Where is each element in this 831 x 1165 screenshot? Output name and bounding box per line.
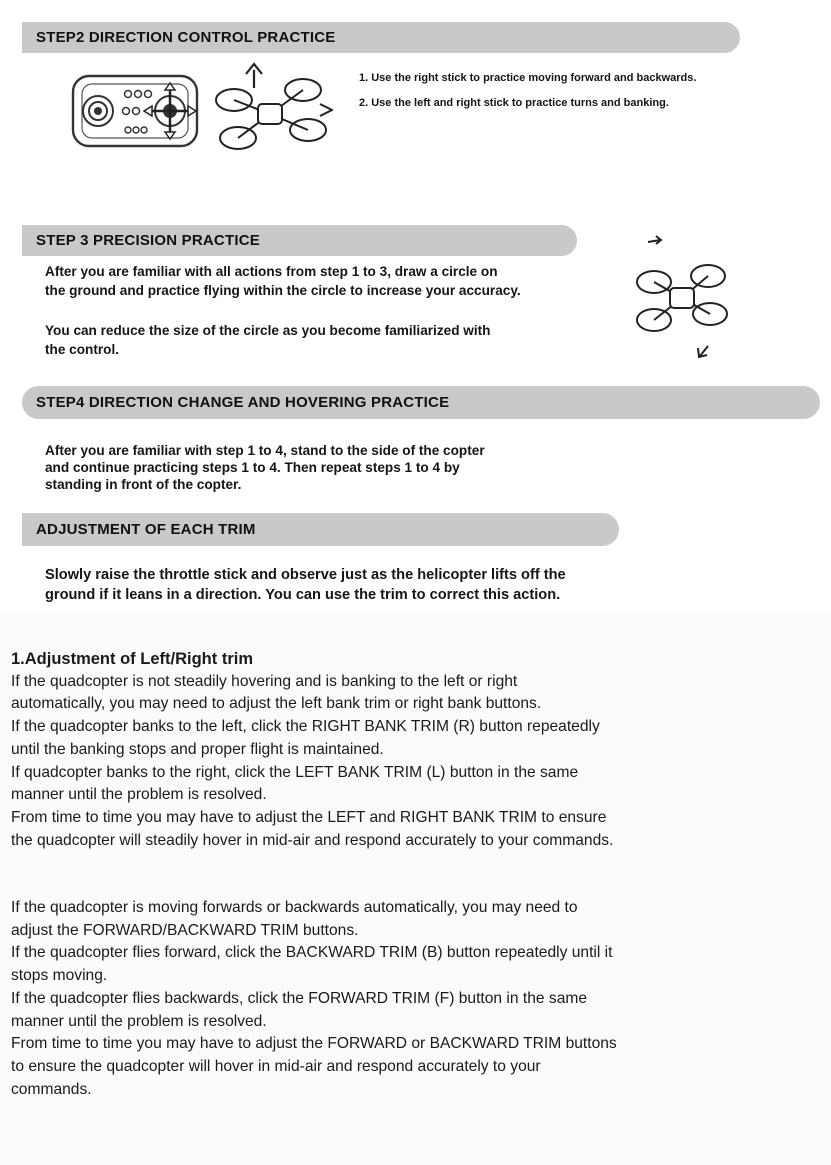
step4-paragraph <box>45 442 645 493</box>
transmitter-illustration <box>70 72 200 150</box>
trim-title: ADJUSTMENT OF EACH TRIM <box>36 521 256 538</box>
trim-header <box>22 513 619 546</box>
text-line: If the quadcopter is not steadily hovering and is banking to the left or right <box>11 672 518 690</box>
text-line: You can reduce the size of the circle as you become familiarized with <box>45 323 491 338</box>
step2-item-2: 2. Use the left and right stick to practice turns and banking. <box>359 97 669 109</box>
step3-paragraph-2 <box>45 321 605 359</box>
text-line: If the quadcopter banks to the left, click the RIGHT BANK TRIM (R) button repeatedly <box>11 718 600 736</box>
text-line: and continue practicing steps 1 to 4. Then repeat steps 1 to 4 by <box>45 460 460 475</box>
left-right-trim-heading: 1.Adjustment of Left/Right trim <box>11 650 253 668</box>
step3-title: STEP 3 PRECISION PRACTICE <box>36 232 260 249</box>
text-line: standing in front of the copter. <box>45 477 242 492</box>
text-line: From time to time you may have to adjust the FORWARD or BACKWARD TRIM buttons <box>11 1035 617 1053</box>
step2-title: STEP2 DIRECTION CONTROL PRACTICE <box>36 29 336 46</box>
text-line: If the quadcopter is moving forwards or backwards automatically, you may need to <box>11 899 578 916</box>
text-line: If quadcopter banks to the right, click the LEFT BANK TRIM (L) button in the same <box>11 763 579 781</box>
text-line: to ensure the quadcopter will hover in mid-air and respond accurately to your <box>11 1057 541 1075</box>
text-line: Slowly raise the throttle stick and observe just as the helicopter lifts off the <box>45 567 566 583</box>
text-line: From time to time you may have to adjust the LEFT and RIGHT BANK TRIM to ensure <box>11 808 607 826</box>
text-line: until the banking stops and proper flight is maintained. <box>11 740 384 758</box>
step3-header <box>22 225 577 256</box>
text-line: commands. <box>11 1080 92 1098</box>
quadcopter-circle-illustration <box>626 230 736 366</box>
step3-paragraph-1 <box>45 262 605 300</box>
step2-header <box>22 22 740 53</box>
text-line: the ground and practice flying within the circle to increase your accuracy. <box>45 283 521 298</box>
text-line: manner until the problem is resolved. <box>11 786 267 804</box>
text-line: ground if it leans in a direction. You can use the trim to correct this action. <box>45 587 561 603</box>
forward-backward-trim-section <box>11 897 821 1101</box>
text-line: the quadcopter will steadily hover in mid-air and respond accurately to your commands. <box>11 831 614 849</box>
text-line: manner until the problem is resolved. <box>11 1012 267 1030</box>
text-line: After you are familiar with step 1 to 4, stand to the side of the copter <box>45 443 485 458</box>
step4-title: STEP4 DIRECTION CHANGE AND HOVERING PRACTICE <box>36 394 450 411</box>
text-line: stops moving. <box>11 967 108 985</box>
text-line: If the quadcopter flies backwards, click the FORWARD TRIM (F) button in the same <box>11 989 588 1007</box>
text-line: After you are familiar with all actions from step 1 to 3, draw a circle on <box>45 264 498 279</box>
step4-header <box>22 386 820 419</box>
text-line: adjust the FORWARD/BACKWARD TRIM buttons. <box>11 921 359 939</box>
step2-item-1: 1. Use the right stick to practice moving forward and backwards. <box>359 72 697 84</box>
quadcopter-illustration-step2 <box>208 60 333 160</box>
text-line: the control. <box>45 342 120 357</box>
text-line: automatically, you may need to adjust the left bank trim or right bank buttons. <box>11 695 542 713</box>
trim-paragraph <box>45 565 745 605</box>
text-line: If the quadcopter flies forward, click the BACKWARD TRIM (B) button repeatedly until it <box>11 944 613 962</box>
left-right-trim-section <box>11 648 821 852</box>
